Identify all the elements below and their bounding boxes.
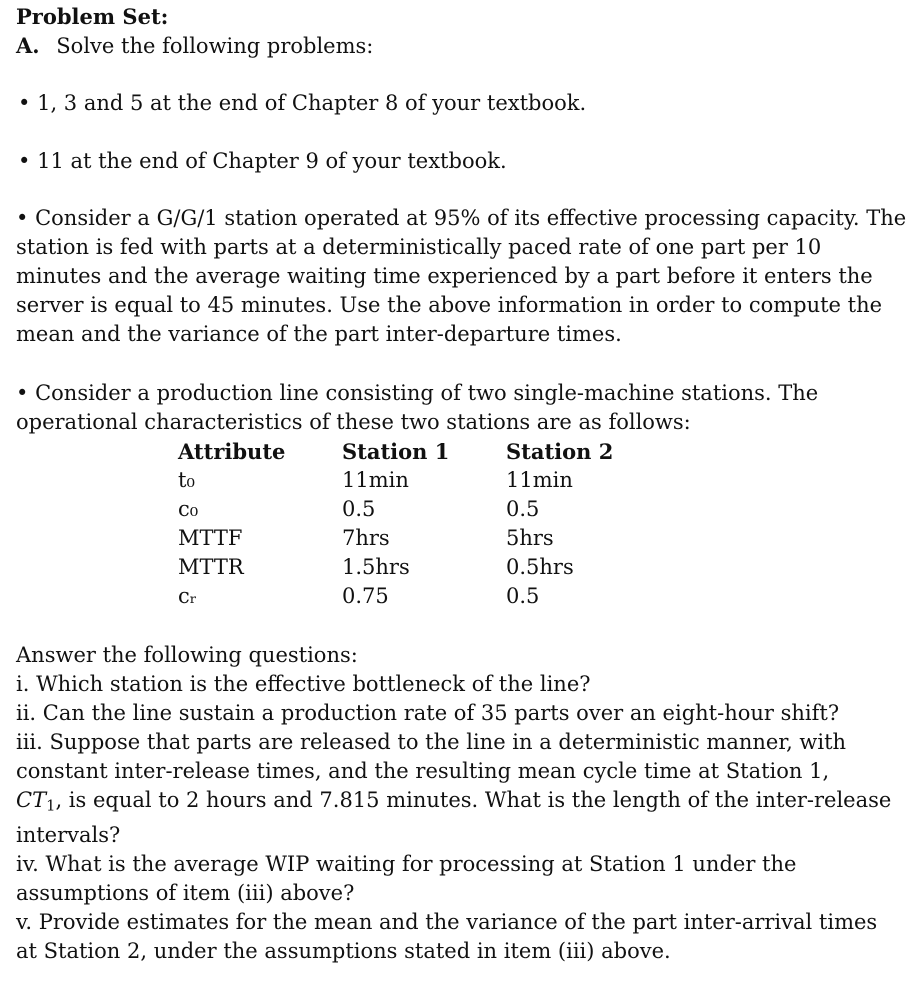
bullet-marker: • [16,381,29,405]
table-cell-attribute: MTTR [178,555,244,579]
bullet-item-1 [18,89,586,118]
bullet-text-line: station is fed with parts at a deterministically paced rate of one part per 10 [16,235,822,259]
questions-intro: Answer the following questions: [16,643,358,667]
section-a-heading [16,31,373,61]
bullet-marker: • [18,91,31,115]
table-row [178,524,613,553]
question-ii: ii. Can the line sustain a production rate of 35 parts over an eight-hour shift? [16,701,840,725]
table-header-attribute: Attribute [178,439,286,464]
table-cell-attribute: cᵣ [178,584,198,608]
table-cell-attribute: MTTF [178,526,243,550]
section-text: Solve the following problems: [56,34,374,58]
bullet-text-line: operational characteristics of these two stations are as follows: [16,410,691,434]
question-iii-rest: , is equal to 2 hours and 7.815 minutes. What is the length of the inter-release [55,788,892,812]
questions-block [16,641,891,966]
table-cell-station-2: 0.5hrs [506,555,574,579]
table-cell-attribute: c₀ [178,497,199,521]
bullet-item-2 [18,147,507,176]
table-cell-station-1: 1.5hrs [342,555,410,579]
station-table [178,437,613,611]
section-label: A. [16,33,40,58]
question-iii-line [16,786,891,821]
bullet-item-4 [16,379,818,437]
bullet-text-line: minutes and the average waiting time experienced by a part before it enters the [16,264,873,288]
table-cell-station-1: 0.75 [342,584,389,608]
question-iii-line: iii. Suppose that parts are released to the line in a deterministic manner, with [16,730,847,754]
question-iv-line: assumptions of item (iii) above? [16,880,355,905]
table-cell-station-1: 11min [342,468,409,492]
ct-subscript: 1 [46,797,56,815]
question-iii-line: intervals? [16,822,121,847]
ct-symbol: CT [16,788,47,812]
table-header-station-1: Station 1 [342,439,450,464]
table-row [178,553,613,582]
bullet-marker: • [18,149,31,173]
table-cell-station-2: 5hrs [506,526,554,550]
bullet-item-3 [16,204,906,349]
bullet-text: 1, 3 and 5 at the end of Chapter 8 of your textbook. [37,91,587,115]
question-i: i. Which station is the effective bottleneck of the line? [16,672,591,696]
table-header-station-2: Station 2 [506,439,614,464]
bullet-text-line: server is equal to 45 minutes. Use the above information in order to compute the [16,293,883,317]
bullet-text-line: mean and the variance of the part inter-departure times. [16,322,622,346]
problem-set-title: Problem Set: [16,4,169,29]
bullet-text: 11 at the end of Chapter 9 of your textbook. [37,149,507,173]
table-cell-station-2: 0.5 [506,497,540,521]
bullet-marker: • [16,206,29,230]
question-iii-line: constant inter-release times, and the resulting mean cycle time at Station 1, [16,759,830,783]
table-cell-attribute: t₀ [178,468,195,492]
question-v-line: v. Provide estimates for the mean and the variance of the part inter-arrival times [16,909,878,934]
table-cell-station-1: 0.5 [342,497,376,521]
table-cell-station-1: 7hrs [342,526,390,550]
table-cell-station-2: 11min [506,468,573,492]
table-row [178,582,613,611]
bullet-text-line: Consider a production line consisting of two single-machine stations. The [35,381,819,405]
table-cell-station-2: 0.5 [506,584,540,608]
question-iv-line: iv. What is the average WIP waiting for processing at Station 1 under the [16,851,797,876]
bullet-text-line: Consider a G/G/1 station operated at 95% of its effective processing capacity. The [35,206,907,230]
question-v-line: at Station 2, under the assumptions stated in item (iii) above. [16,938,671,963]
table-row [178,466,613,495]
table-row [178,495,613,524]
